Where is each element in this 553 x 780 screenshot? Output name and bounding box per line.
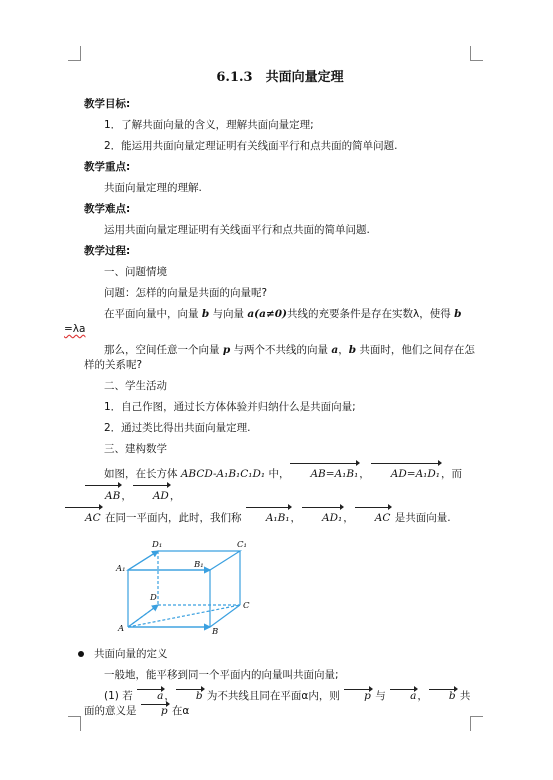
definition-item-1: (1) 若 a， b 为不共线且同在平面α内，则 p 与 a， b 共面的意义是 p 在α — [84, 690, 471, 717]
plane-vector-paragraph: 在平面向量中，向量 b 与向量 a(a≠0)共线的充要条件是存在实数λ，使得 b =λa — [64, 308, 462, 335]
label-d1: D₁ — [152, 540, 163, 550]
label-d: D — [150, 593, 157, 603]
difficulty-heading: 教学难点: — [84, 203, 131, 215]
definition-bullet — [84, 647, 476, 662]
section-2-title: 二、学生活动 — [104, 380, 167, 392]
key-point-heading: 教学重点: — [84, 161, 131, 173]
activity-item-2: 2．通过类比得出共面向量定理. — [104, 422, 251, 434]
cuboid-diagram — [114, 537, 254, 635]
goal-item-1: 1．了解共面向量的含义，理解共面向量定理; — [104, 119, 314, 131]
process-heading: 教学过程: — [84, 245, 131, 257]
definition-title: 共面向量的定义 — [94, 648, 168, 660]
label-b: B — [212, 627, 219, 635]
label-c: C — [243, 601, 250, 611]
plane-equation: =λa — [64, 323, 86, 335]
goals-heading: 教学目标: — [84, 98, 131, 110]
cuboid-paragraph: 如图，在长方体 ABCD-A₁B₁C₁D₁ 中， AB=A₁B₁， AD=A₁D₁，而AB， AD， AC 在同一平面内，此时，我们称 A₁B₁， AD₁， AC 是共面向量. — [84, 463, 476, 529]
crop-mark-top-left — [68, 46, 81, 61]
question-line: 问题：怎样的向量是共面的向量呢? — [104, 287, 268, 299]
label-a1: A₁ — [116, 564, 126, 574]
bullet-dot-icon — [78, 651, 84, 657]
cuboid-figure — [114, 537, 254, 635]
label-a: A — [118, 624, 125, 634]
space-vector-paragraph: 那么，空间任意一个向量 p 与两个不共线的向量 a，b 共面时，他们之间存在怎样的关系呢? — [84, 344, 475, 371]
goal-item-2: 2．能运用共面向量定理证明有关线面平行和点共面的简单问题. — [104, 140, 398, 152]
crop-mark-top-right — [470, 46, 483, 61]
crop-mark-bottom-left — [68, 716, 81, 731]
label-c1: C₁ — [237, 540, 247, 550]
key-point-text: 共面向量定理的理解. — [104, 182, 202, 194]
section-1-title: 一、问题情境 — [104, 266, 167, 278]
section-3-title: 三、建构数学 — [104, 443, 167, 455]
document-title: 6.1.3 共面向量定理 — [216, 70, 344, 85]
definition-text: 一般地，能平移到同一个平面内的向量叫共面向量; — [104, 669, 339, 681]
activity-item-1: 1．自己作图，通过长方体体验并归纳什么是共面向量; — [104, 401, 356, 413]
label-b1: B₁ — [194, 560, 204, 570]
document-page — [64, 66, 476, 725]
difficulty-text: 运用共面向量定理证明有关线面平行和点共面的简单问题. — [104, 224, 370, 236]
